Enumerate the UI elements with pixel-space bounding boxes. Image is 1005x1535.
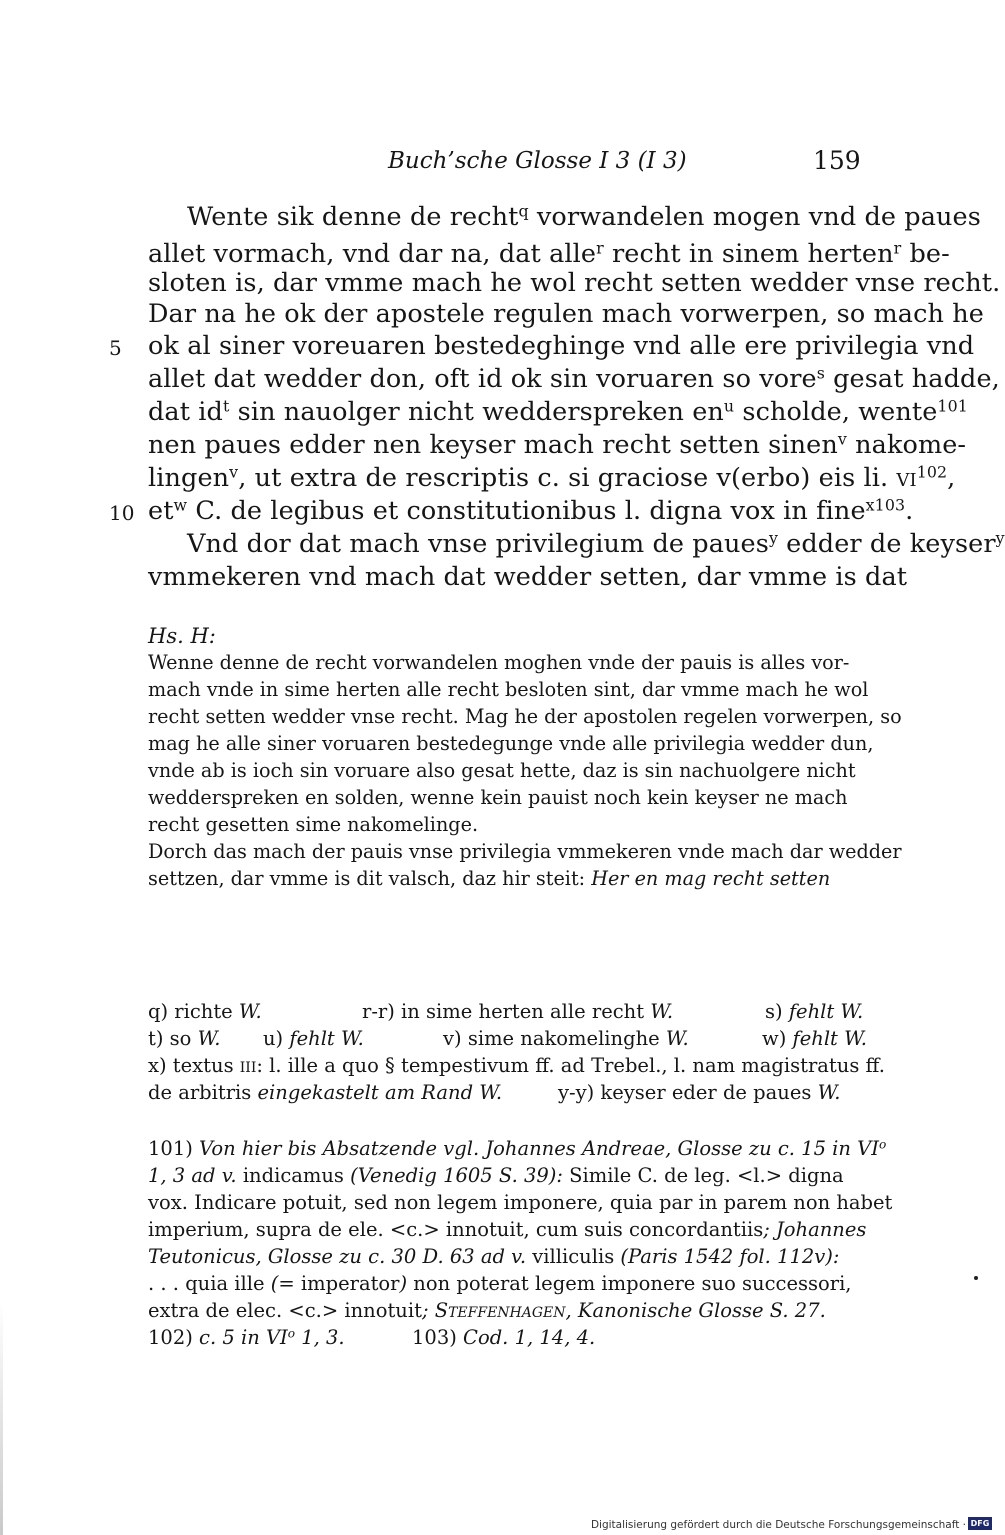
- main-text-line-3: sloten is, dar vmme mach he wol recht setten wedder vnse recht.: [148, 268, 1001, 298]
- main-text-line-10: $et^w$ C. de legibus et constitutionibus l. digna vox in fine$^{x103}$.: [148, 495, 914, 526]
- apparatus-rr: r-r) in sime herten alle recht W.: [362, 1000, 674, 1023]
- apparatus-v: v) sime nakomelinghe W.: [443, 1027, 689, 1050]
- main-text-line-12: vmmekeren vnd mach dat wedder setten, dar vmme is dat: [148, 562, 908, 592]
- main-text-line-8: nen paues edder nen keyser mach recht setten sinen$^v$ nakome-: [148, 429, 967, 460]
- line-number-10: 10: [109, 501, 135, 525]
- hs-h-line: mach vnde in sime herten alle recht besloten sint, dar vmme mach he wol: [148, 678, 869, 701]
- hs-h-line: mag he alle siner voruaren bestedegunge vnde alle privilegia wedder dun,: [148, 732, 874, 755]
- hs-h-line: vnde ab is ioch sin voruare also gesat hette, daz is sin nachuolgere nicht: [148, 759, 856, 782]
- apparatus-x: x) textus iii: l. ille a quo § tempestivum ff. ad Trebel., l. nam magistratus ff.: [148, 1054, 885, 1077]
- note-line: imperium, supra de ele. <c.> innotuit, cum suis concordantiis; Johannes: [148, 1218, 867, 1241]
- apparatus-q: q) richte W.: [148, 1000, 262, 1023]
- apparatus-yy: y-y) keyser eder de paues W.: [558, 1081, 841, 1104]
- hs-h-line: recht setten wedder vnse recht. Mag he der apostolen regelen vorwerpen, so: [148, 705, 902, 728]
- apparatus-x-cont: de arbitris eingekastelt am Rand W.: [148, 1081, 503, 1104]
- note-line: . . . quia ille (= imperator) non poterat legem imponere suo successori,: [148, 1272, 852, 1295]
- apparatus-s: s) fehlt W.: [765, 1000, 864, 1023]
- note-line: Teutonicus, Glosse zu c. 30 D. 63 ad v. villiculis (Paris 1542 fol. 112v):: [148, 1245, 840, 1268]
- note-102: 102) c. 5 in $VI^o$ 1, 3.: [148, 1326, 345, 1349]
- hs-h-line: Wenne denne de recht vorwandelen moghen vnde der pauis is alles vor-: [148, 651, 850, 674]
- note-line: vox. Indicare potuit, sed non legem imponere, quia par in parem non habet: [148, 1191, 893, 1214]
- hs-h-line-last: settzen, dar vmme is dit valsch, daz hir steit: Her en mag recht setten: [148, 867, 831, 890]
- page-number: 159: [813, 146, 861, 175]
- apparatus-w: w) fehlt W.: [762, 1027, 867, 1050]
- apparatus-u: u) fehlt W.: [263, 1027, 364, 1050]
- note-line: extra de elec. <c.> innotuit; Steffenhagen, Kanonische Glosse S. 27.: [148, 1299, 826, 1322]
- scan-edge: [0, 1300, 3, 1535]
- main-text-line-11: Vnd dor dat mach vnse privilegium de paues$^y$ edder de keyser$^y$: [187, 528, 1005, 559]
- main-text-line-2: allet vormach, vnd dar na, dat alle$^r$ recht in sinem herten$^r$ be-: [148, 238, 950, 269]
- dfg-logo: DFG: [968, 1517, 992, 1530]
- main-text-line-1: Wente sik denne de recht$^q$ vorwandelen mogen vnd de paues: [187, 201, 981, 232]
- note-line: 1, 3 ad v. indicamus (Venedig 1605 S. 39): Simile C. de leg. <l.> digna: [148, 1164, 844, 1187]
- stray-mark: [974, 1276, 978, 1280]
- main-text-line-7: dat $id^t$ sin nauolger nicht wedderspreken $en^u$ scholde, wente$^{101}$: [148, 396, 968, 427]
- main-text-line-6: allet dat wedder don, oft id ok sin voruaren so vore$^s$ gesat hadde,: [148, 363, 1000, 394]
- digitization-credit: Digitalisierung gefördert durch die Deutsche Forschungsgemeinschaft ·: [590, 1519, 966, 1531]
- hs-h-line: wedderspreken en solden, wenne kein pauist noch kein keyser ne mach: [148, 786, 848, 809]
- hs-h-label: Hs. H:: [148, 624, 216, 648]
- main-text-line-9: lingen$^v$, ut extra de rescriptis c. si graciose v(erbo) eis li. $vi^{102}$,: [148, 462, 956, 493]
- line-number-5: 5: [109, 336, 122, 360]
- apparatus-t: t) so W.: [148, 1027, 221, 1050]
- hs-h-line: recht gesetten sime nakomelinge.: [148, 813, 479, 836]
- main-text-line-5: ok al siner voreuaren bestedeghinge vnd alle ere privilegia vnd: [148, 331, 975, 361]
- note-101: 101) Von hier bis Absatzende vgl. Johannes Andreae, Glosse zu c. 15 in $VI^o$: [148, 1137, 887, 1160]
- running-header: Buch’sche Glosse I 3 (I 3): [388, 148, 687, 174]
- hs-h-line: Dorch das mach der pauis vnse privilegia vmmekeren vnde mach dar wedder: [148, 840, 902, 863]
- main-text-line-4: Dar na he ok der apostele regulen mach vorwerpen, so mach he: [148, 299, 984, 329]
- note-103: 103) Cod. 1, 14, 4.: [412, 1326, 596, 1349]
